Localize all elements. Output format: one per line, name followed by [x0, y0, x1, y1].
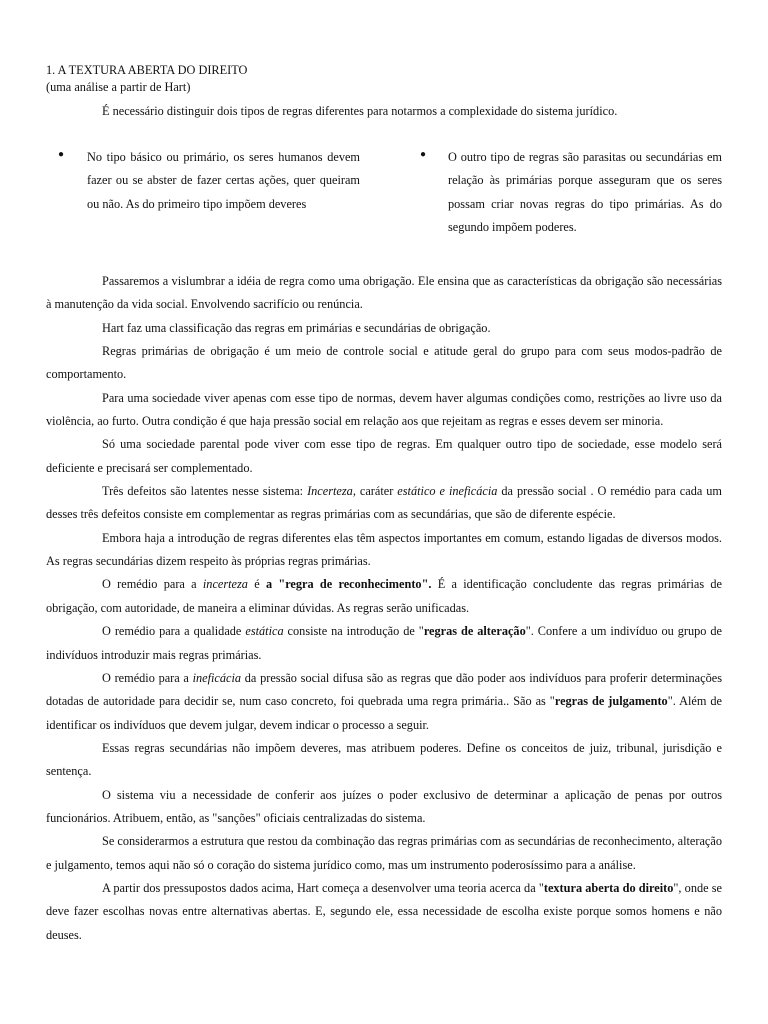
italic-term: ineficácia: [192, 670, 242, 685]
paragraph: Para uma sociedade viver apenas com esse tipo de normas, devem haver algumas condições como, restrições ao livre uso da violência, ao furto. Outra condição é que haja pressão social em relação aos que rejeitam as regras e esses devem ser minoria.: [46, 390, 722, 429]
text-run: ". Confere a um indivíduo ou grupo de indivíduos introduzir mais regras primárias.: [46, 624, 722, 662]
paragraph: [46, 620, 722, 667]
document-subtitle: (uma análise a partir de Hart): [46, 80, 191, 94]
text-run: consiste na introdução de ": [283, 624, 424, 639]
bold-term: regras de julgamento: [554, 694, 668, 709]
paragraph: [46, 877, 722, 947]
italic-term: incerteza: [202, 577, 248, 592]
paragraph: Passaremos a vislumbrar a idéia de regra como uma obrigação. Ele ensina que as características da obrigação são necessárias à manutenção da vida social. Envolvendo sacrifício ou renúncia.: [46, 274, 722, 312]
text-run: O remédio para a: [102, 577, 203, 592]
text-run: A partir dos pressupostos dados acima, Hart começa a desenvolver uma teoria acerca da ": [102, 880, 544, 895]
italic-term: estático e ineficácia: [397, 484, 498, 499]
text-run: O remédio para a: [102, 670, 193, 685]
text-run: É a identificação concludente das regras primárias de obrigação, com autoridade, de maneira a eliminar dúvidas. As regras serão unificadas.: [46, 577, 722, 615]
text-run: é: [247, 577, 266, 592]
italic-term: Incerteza: [307, 484, 353, 499]
italic-term: estática: [245, 624, 284, 639]
bullet-text: No tipo básico ou primário, os seres humanos devem fazer ou se abster de fazer certas ações, quer queiram ou não. As do primeiro tipo impõem deveres: [87, 150, 360, 211]
text-run: da pressão social . O remédio para cada um desses três defeitos consiste em complementar as regras primárias com as secundárias, que são de diferente espécie.: [46, 484, 722, 522]
bullet-primary-rules: [58, 146, 360, 216]
document-title: 1. A TEXTURA ABERTA DO DIREITO: [46, 63, 248, 77]
bold-term: textura aberta do direito: [543, 880, 674, 895]
bold-term: regras de alteração: [423, 624, 526, 639]
intro-paragraph: É necessário distinguir dois tipos de regras diferentes para notarmos a complexidade do sistema jurídico.: [102, 104, 618, 118]
paragraph: Regras primárias de obrigação é um meio de controle social e atitude geral do grupo para com seus modos-padrão de comportamento.: [46, 344, 722, 382]
title-block: [46, 62, 247, 96]
bullet-secondary-rules: [420, 146, 722, 239]
text-run: da pressão social difusa são as regras que dão poder aos indivíduos para proferir determinações dotadas de autoridade para decidir se, num caso concreto, foi quebrada uma regra primária.. São as ": [46, 670, 722, 709]
paragraph: Embora haja a introdução de regras diferentes elas têm aspectos importantes em comum, estando ligadas de diversos modos. As regras secundárias dizem respeito às próprias regras primárias.: [46, 530, 722, 569]
text-run: ". Além de identificar os indivíduos que devem julgar, devem indicar o processo a seguir.: [46, 694, 722, 732]
text-run: Três defeitos são latentes nesse sistema:: [102, 484, 308, 499]
text-run: , caráter: [352, 484, 398, 499]
text-run: ", onde se deve fazer escolhas novas entre alternativas abertas. E, segundo ele, essa necessidade de escolha existe porque somos homens e não deuses.: [46, 880, 722, 942]
paragraph: Se considerarmos a estrutura que restou da combinação das regras primárias com as secundárias de reconhecimento, alteração e julgamento, temos aqui não só o coração do sistema jurídico como, mas um instrumento poderosíssimo para a análise.: [46, 834, 722, 872]
paragraph: Essas regras secundárias não impõem deveres, mas atribuem poderes. Define os conceitos de juiz, tribunal, jurisdição e sentença.: [46, 740, 722, 779]
paragraph: O sistema viu a necessidade de conferir aos juízes o poder exclusivo de determinar a aplicação de penas por outros funcionários. Atribuem, então, as "sanções" oficiais centralizadas do sistema.: [46, 787, 722, 825]
paragraph: [46, 573, 722, 620]
bullet-icon: ●: [420, 149, 427, 160]
body-text: [46, 270, 722, 947]
text-run: O remédio para a qualidade: [102, 624, 246, 639]
paragraph: Só uma sociedade parental pode viver com esse tipo de regras. Em qualquer outro tipo de sociedade, esse modelo será deficiente e precisará ser complementado.: [46, 437, 722, 475]
bullet-icon: ●: [58, 149, 65, 160]
paragraph: [46, 667, 722, 737]
paragraph: [46, 480, 722, 527]
paragraph: Hart faz uma classificação das regras em primárias e secundárias de obrigação.: [102, 320, 491, 335]
bullet-text: O outro tipo de regras são parasitas ou secundárias em relação às primárias porque asseguram que os seres possam criar novas regras do tipo primárias. As do segundo impõem poderes.: [448, 150, 722, 234]
bold-term: a "regra de reconhecimento".: [265, 577, 432, 592]
